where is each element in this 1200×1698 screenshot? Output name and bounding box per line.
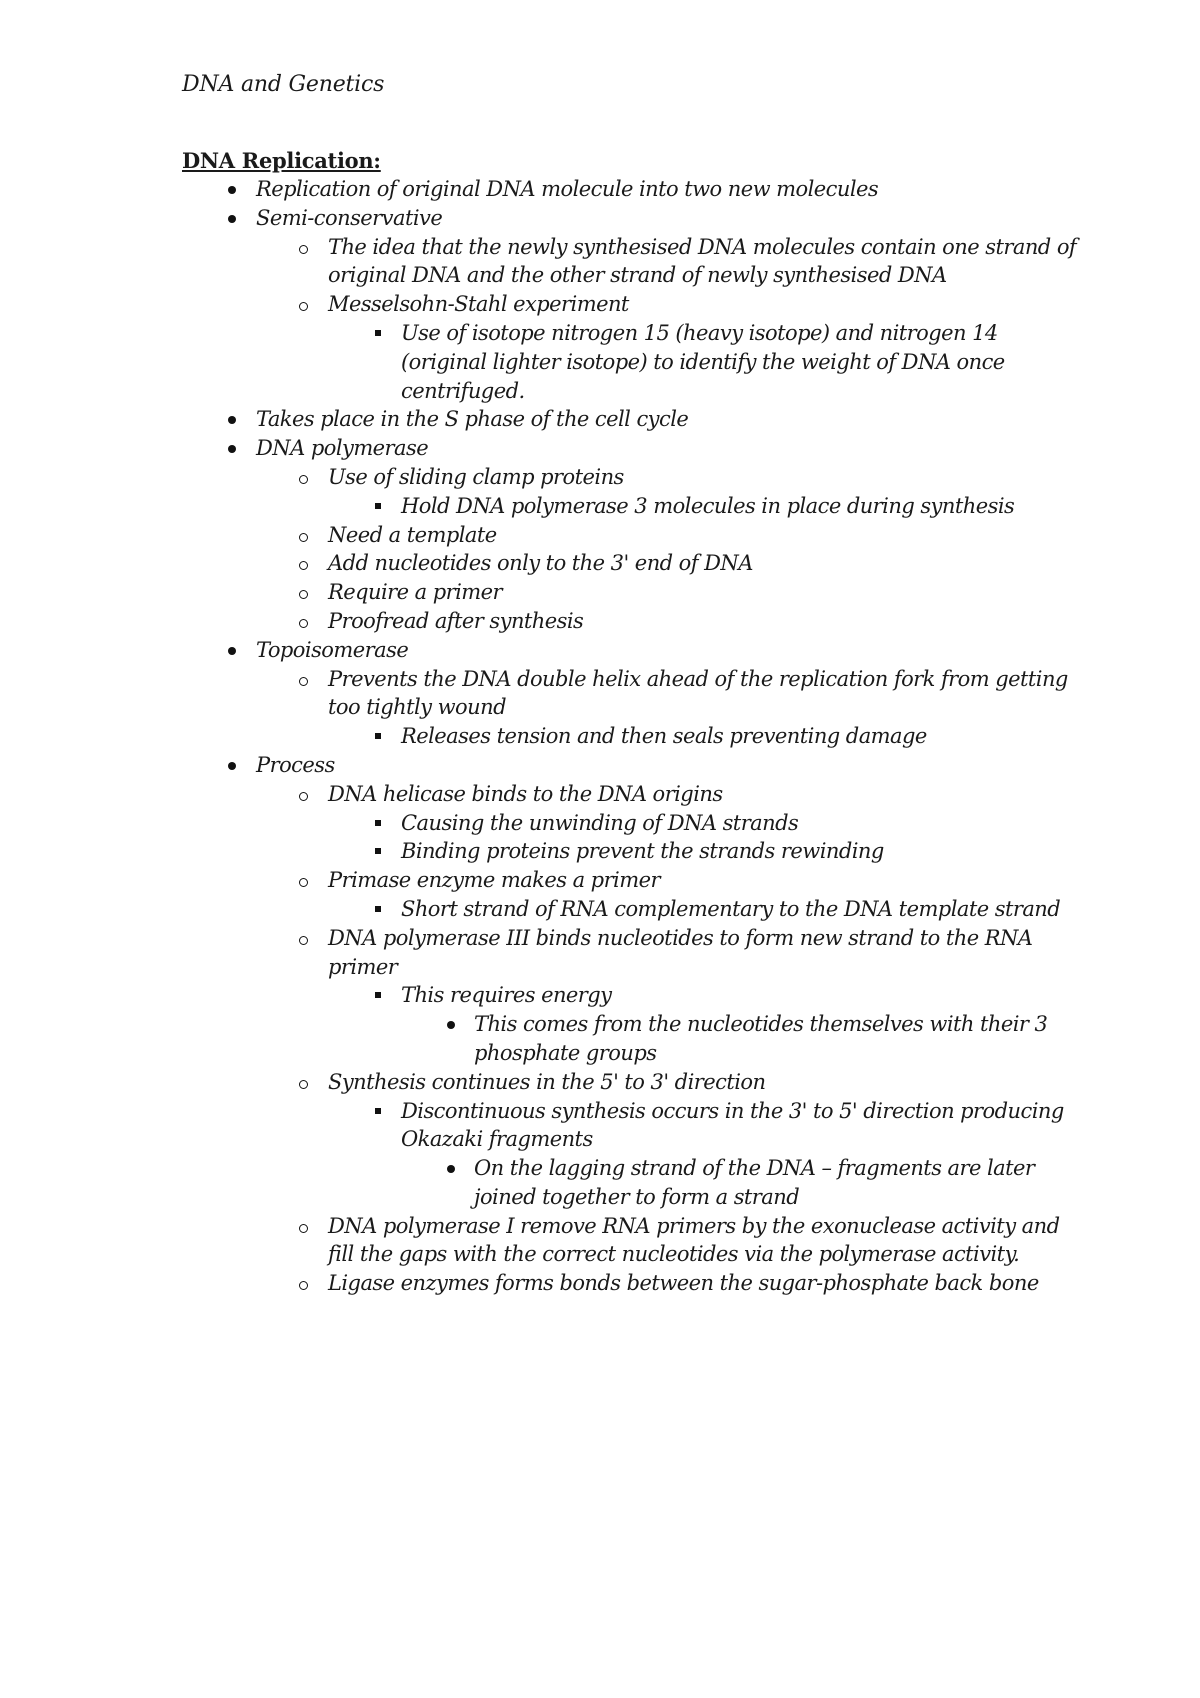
notes-list bbox=[182, 175, 1082, 1298]
list-item bbox=[182, 1212, 1082, 1270]
list-item-text: On the lagging strand of the DNA – fragments are later joined together to form a strand bbox=[474, 1156, 1035, 1209]
list-item bbox=[182, 1154, 1082, 1212]
disc-bullet-icon bbox=[216, 434, 246, 463]
list-item-text: Causing the unwinding of DNA strands bbox=[401, 810, 799, 835]
list-item bbox=[182, 578, 1082, 607]
disc-bullet-icon bbox=[216, 751, 246, 780]
list-item bbox=[182, 665, 1082, 723]
list-item bbox=[182, 895, 1082, 924]
list-item-text: Messelsohn-Stahl experiment bbox=[328, 292, 629, 317]
list-item-text: Semi-conservative bbox=[256, 205, 443, 230]
square-bullet-icon bbox=[362, 895, 392, 924]
list-item-text: Short strand of RNA complementary to the DNA template strand bbox=[401, 896, 1061, 921]
disc-bullet-icon bbox=[216, 405, 246, 434]
circle-bullet-icon bbox=[288, 290, 318, 319]
list-item bbox=[182, 607, 1082, 636]
list-item bbox=[182, 722, 1082, 751]
list-item-text: This comes from the nucleotides themselves with their 3 phosphate groups bbox=[474, 1012, 1048, 1065]
circle-bullet-icon bbox=[288, 607, 318, 636]
circle-bullet-icon bbox=[288, 924, 318, 953]
list-item bbox=[182, 751, 1082, 780]
list-item bbox=[182, 434, 1082, 463]
list-item bbox=[182, 463, 1082, 492]
square-bullet-icon bbox=[362, 722, 392, 751]
list-item-text: Need a template bbox=[328, 522, 497, 547]
circle-bullet-icon bbox=[288, 549, 318, 578]
list-item-text: Process bbox=[256, 752, 335, 777]
list-item bbox=[182, 319, 1082, 405]
list-item-text: Synthesis continues in the 5' to 3' direction bbox=[328, 1069, 766, 1094]
list-item-text: Takes place in the S phase of the cell cycle bbox=[256, 407, 689, 432]
square-bullet-icon bbox=[362, 809, 392, 838]
circle-bullet-icon bbox=[288, 1269, 318, 1298]
circle-bullet-icon bbox=[288, 780, 318, 809]
list-item-text: Discontinuous synthesis occurs in the 3' to 5' direction producing Okazaki fragments bbox=[401, 1098, 1064, 1152]
square-bullet-icon bbox=[362, 837, 392, 866]
list-item-text: Require a primer bbox=[328, 580, 503, 605]
document-body bbox=[182, 146, 1082, 1298]
list-item bbox=[182, 1097, 1082, 1155]
list-item bbox=[182, 290, 1082, 319]
list-item bbox=[182, 521, 1082, 550]
list-item bbox=[182, 549, 1082, 578]
circle-bullet-icon bbox=[288, 233, 318, 262]
list-item-text: Replication of original DNA molecule into two new molecules bbox=[256, 177, 879, 201]
list-item-text: Binding proteins prevent the strands rewinding bbox=[401, 839, 884, 864]
section-heading: DNA Replication: bbox=[182, 148, 381, 173]
list-item-text: DNA polymerase I remove RNA primers by the exonuclease activity and fill the gaps with the correct nucleotides via the polymerase activity. bbox=[328, 1213, 1060, 1267]
list-item bbox=[182, 1068, 1082, 1097]
disc-bullet-icon bbox=[216, 175, 246, 204]
list-item-text: Prevents the DNA double helix ahead of the replication fork from getting too tightly wound bbox=[328, 666, 1068, 720]
list-item-text: Use of isotope nitrogen 15 (heavy isotope) and nitrogen 14 (original lighter isotope) to identify the weight of DNA once centrifuged. bbox=[401, 320, 1005, 403]
list-item-text: DNA polymerase III binds nucleotides to form new strand to the RNA primer bbox=[328, 925, 1033, 979]
list-item-text: Topoisomerase bbox=[256, 637, 409, 662]
circle-bullet-icon bbox=[288, 1212, 318, 1241]
disc-bullet-icon bbox=[216, 636, 246, 665]
list-item-text: Proofread after synthesis bbox=[328, 608, 584, 633]
disc-bullet-icon bbox=[435, 1154, 465, 1183]
circle-bullet-icon bbox=[288, 665, 318, 694]
list-item bbox=[182, 492, 1082, 521]
list-item-text: The idea that the newly synthesised DNA molecules contain one strand of original DNA and the other strand of newly synthesised DNA bbox=[328, 234, 1077, 288]
square-bullet-icon bbox=[362, 319, 392, 348]
list-item-text: DNA polymerase bbox=[256, 436, 429, 461]
list-item-text: DNA helicase binds to the DNA origins bbox=[328, 781, 723, 806]
disc-bullet-icon bbox=[435, 1010, 465, 1039]
list-item bbox=[182, 636, 1082, 665]
circle-bullet-icon bbox=[288, 1068, 318, 1097]
list-item bbox=[182, 981, 1082, 1010]
square-bullet-icon bbox=[362, 981, 392, 1010]
list-item-text: Add nucleotides only to the 3' end of DNA bbox=[328, 551, 753, 576]
list-item bbox=[182, 837, 1082, 866]
disc-bullet-icon bbox=[216, 204, 246, 233]
list-item-text: Hold DNA polymerase 3 molecules in place during synthesis bbox=[401, 493, 1015, 518]
list-item bbox=[182, 405, 1082, 434]
list-item bbox=[182, 233, 1082, 291]
list-item bbox=[182, 1269, 1082, 1298]
list-item bbox=[182, 204, 1082, 233]
list-item bbox=[182, 809, 1082, 838]
list-item-text: Ligase enzymes forms bonds between the sugar-phosphate back bone bbox=[328, 1271, 1039, 1296]
list-item bbox=[182, 780, 1082, 809]
list-item-text: Releases tension and then seals preventing damage bbox=[401, 724, 927, 749]
list-item bbox=[182, 924, 1082, 982]
circle-bullet-icon bbox=[288, 463, 318, 492]
list-item-text: This requires energy bbox=[401, 983, 612, 1008]
page-header-title: DNA and Genetics bbox=[182, 72, 385, 97]
list-item bbox=[182, 1010, 1082, 1068]
list-item-text: Use of sliding clamp proteins bbox=[328, 464, 624, 489]
circle-bullet-icon bbox=[288, 578, 318, 607]
list-item bbox=[182, 866, 1082, 895]
square-bullet-icon bbox=[362, 1097, 392, 1126]
circle-bullet-icon bbox=[288, 521, 318, 550]
circle-bullet-icon bbox=[288, 866, 318, 895]
list-item bbox=[182, 175, 1082, 204]
square-bullet-icon bbox=[362, 492, 392, 521]
list-item-text: Primase enzyme makes a primer bbox=[328, 868, 660, 893]
